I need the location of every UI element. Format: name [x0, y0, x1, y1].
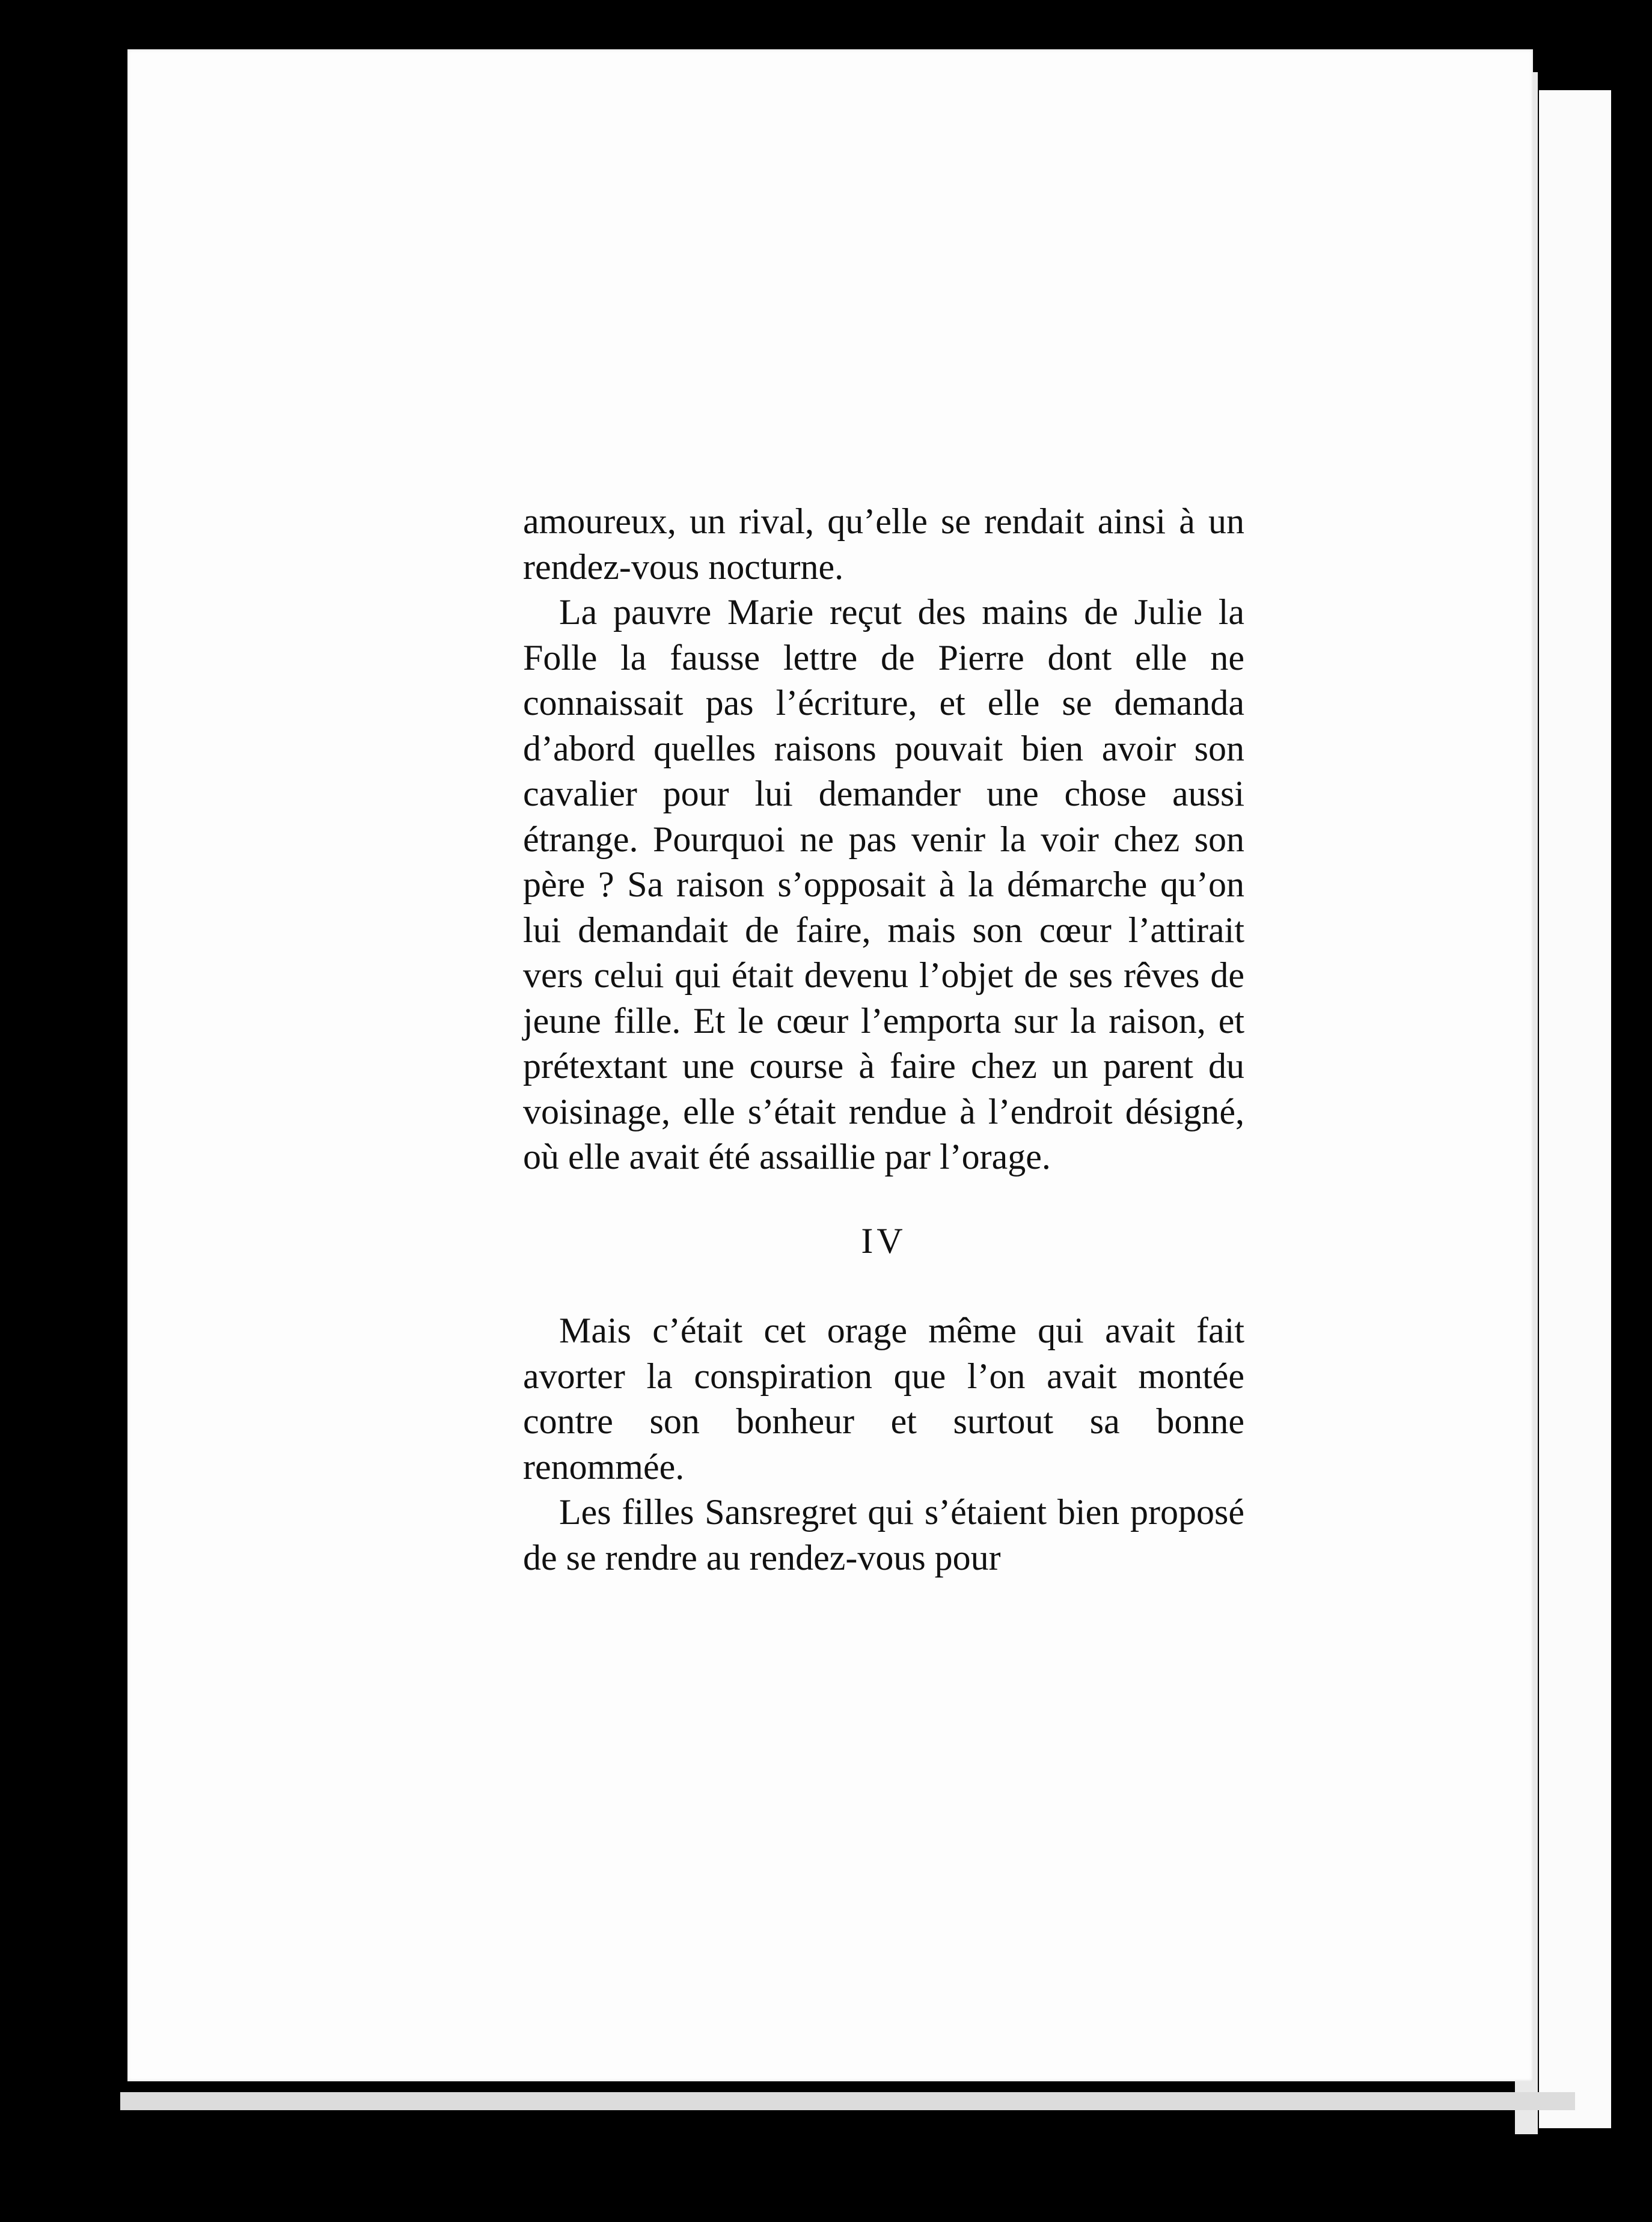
paragraph: Mais c’était cet orage même qui avait fait avorter la conspiration que l’on avait montée contre son bonheur et surtout sa bonne renommée.	[523, 1311, 1244, 1487]
chapter-heading: IV	[861, 1220, 907, 1261]
paragraph-continued: amoureux, un rival, qu’elle se rendait ainsi à un rendez-vous nocturne.	[523, 501, 1244, 587]
paragraph: Les filles Sansregret qui s’étaient bien proposé de se rendre au rendez-vous pour	[523, 1492, 1244, 1578]
paragraph: La pauvre Marie reçut des mains de Julie la Folle la fausse lettre de Pierre dont elle ne connaissait pas l’écriture, et elle se demanda d’abord quelles raisons pouvait bien avoir son cavalier pour lui demander une chose aussi étrange. Pourquoi ne pas venir la voir chez son père ? Sa raison s’opposait à la démarche qu’on lui demandait de faire, mais son cœur l’attirait vers celui qui était devenu l’objet de ses rêves de jeune fille. Et le cœur l’emporta sur la raison, et prétextant une course à faire chez un parent du voisinage, elle s’était rendue à l’endroit désigné, où elle avait été assaillie par l’orage.	[523, 592, 1244, 1177]
page-text	[523, 499, 1244, 1581]
page-bottom-edge	[120, 2092, 1575, 2110]
adjacent-page-edge	[1539, 90, 1611, 2128]
